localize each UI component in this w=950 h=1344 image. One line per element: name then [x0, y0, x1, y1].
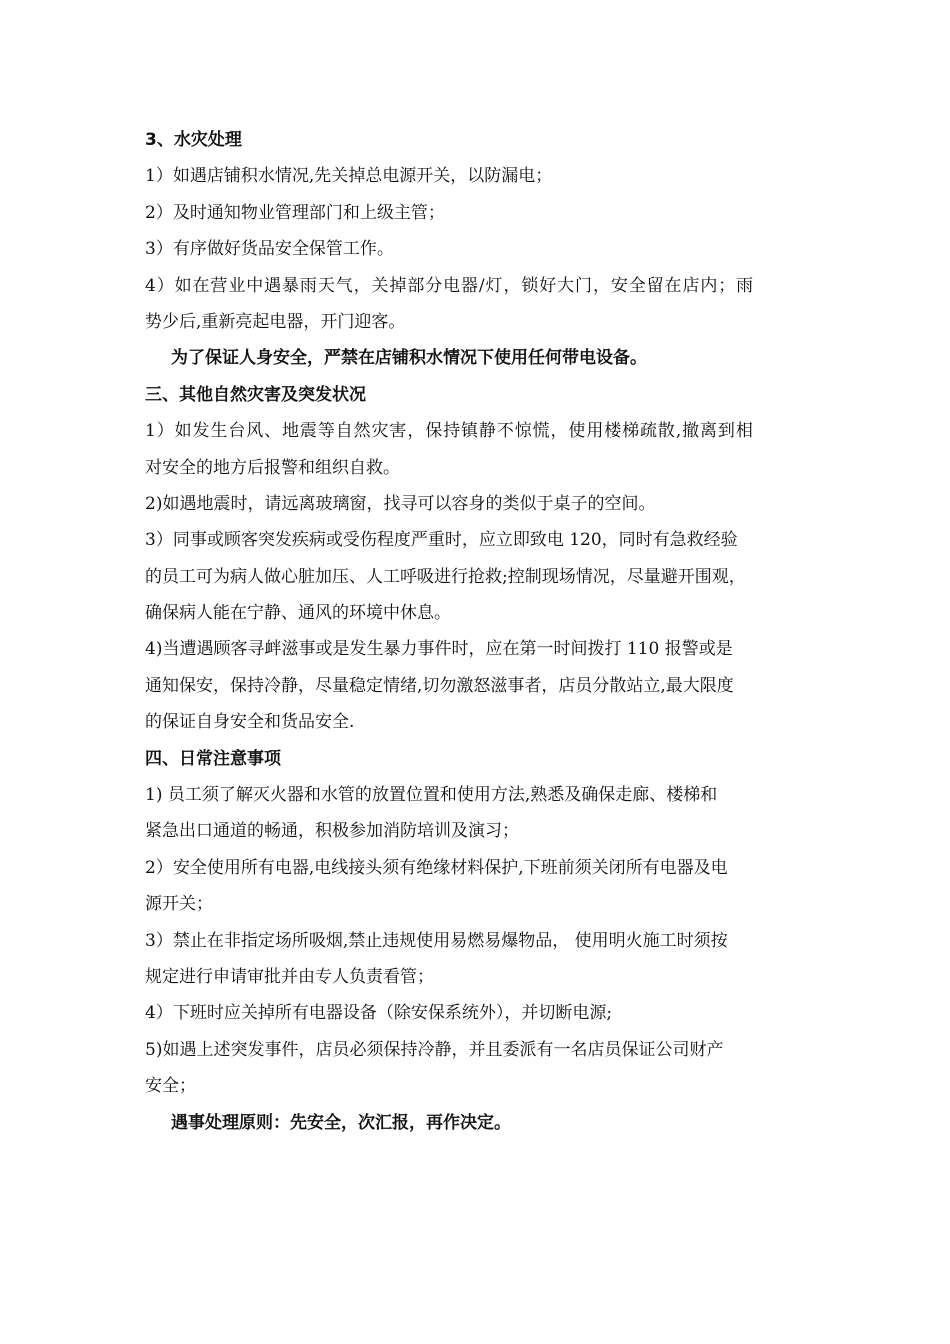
paragraph-line: 通知保安，保持冷静，尽量稳定情绪,切勿激怒滋事者，店员分散站立,最大限度	[145, 675, 734, 696]
paragraph-line: 安全；	[145, 1076, 196, 1097]
emphasis-note-principle: 遇事处理原则：先安全，次汇报，再作决定。	[171, 1112, 511, 1133]
document-body	[145, 122, 810, 1141]
paragraph-line: 3）禁止在非指定场所吸烟,禁止违规使用易燃易爆物品， 使用明火施工时须按	[145, 930, 728, 951]
paragraph-line: 3）有序做好货品安全保管工作。	[145, 239, 394, 260]
paragraph-line: 2)如遇地震时，请远离玻璃窗，找寻可以容身的类似于桌子的空间。	[145, 493, 656, 514]
paragraph-line: 的保证自身安全和货品安全.	[145, 712, 355, 733]
paragraph-line: 对安全的地方后报警和组织自救。	[145, 457, 400, 478]
paragraph-line: 势少后,重新亮起电器，开门迎客。	[145, 311, 406, 332]
paragraph-line: 3）同事或顾客突发疾病或受伤程度严重时，应立即致电 120，同时有急救经验	[145, 530, 738, 551]
paragraph-line: 2）安全使用所有电器,电线接头须有绝缘材料保护,下班前须关闭所有电器及电	[145, 857, 728, 878]
paragraph-line: 4）下班时应关掉所有电器设备（除安保系统外），并切断电源;	[145, 1003, 613, 1024]
paragraph-line: 确保病人能在宁静、通风的环境中休息。	[145, 603, 451, 624]
paragraph-line: 2）及时通知物业管理部门和上级主管；	[145, 202, 445, 223]
paragraph-line: 4)当遭遇顾客寻衅滋事或是发生暴力事件时，应在第一时间拨打 110 报警或是	[145, 639, 733, 660]
paragraph-line: 规定进行申请审批并由专人负责看管；	[145, 966, 434, 987]
emphasis-note-water: 为了保证人身安全，严禁在店铺积水情况下使用任何带电设备。	[171, 348, 647, 369]
paragraph-line: 紧急出口通道的畅通，积极参加消防培训及演习；	[145, 821, 519, 842]
section-heading-disaster: 三、其他自然灾害及突发状况	[145, 384, 366, 405]
section-heading-water: 3、水灾处理	[145, 130, 242, 150]
paragraph-line: 1) 员工须了解灭火器和水管的放置位置和使用方法,熟悉及确保走廊、楼梯和	[145, 785, 718, 806]
section-heading-daily: 四、日常注意事项	[145, 748, 281, 769]
paragraph-line: 4）如在营业中遇暴雨天气，关掉部分电器/灯，锁好大门，安全留在店内；雨	[145, 275, 755, 296]
paragraph-line: 5)如遇上述突发事件，店员必须保持冷静，并且委派有一名店员保证公司财产	[145, 1039, 724, 1060]
paragraph-line: 1）如遇店铺积水情况,先关掉总电源开关，以防漏电；	[145, 166, 553, 187]
paragraph-line: 源开关；	[145, 894, 213, 915]
paragraph-line: 的员工可为病人做心脏加压、人工呼吸进行抢救;控制现场情况，尽量避开围观，	[145, 566, 746, 587]
paragraph-line: 1）如发生台风、地震等自然灾害，保持镇静不惊慌，使用楼梯疏散,撤离到相	[145, 421, 754, 442]
